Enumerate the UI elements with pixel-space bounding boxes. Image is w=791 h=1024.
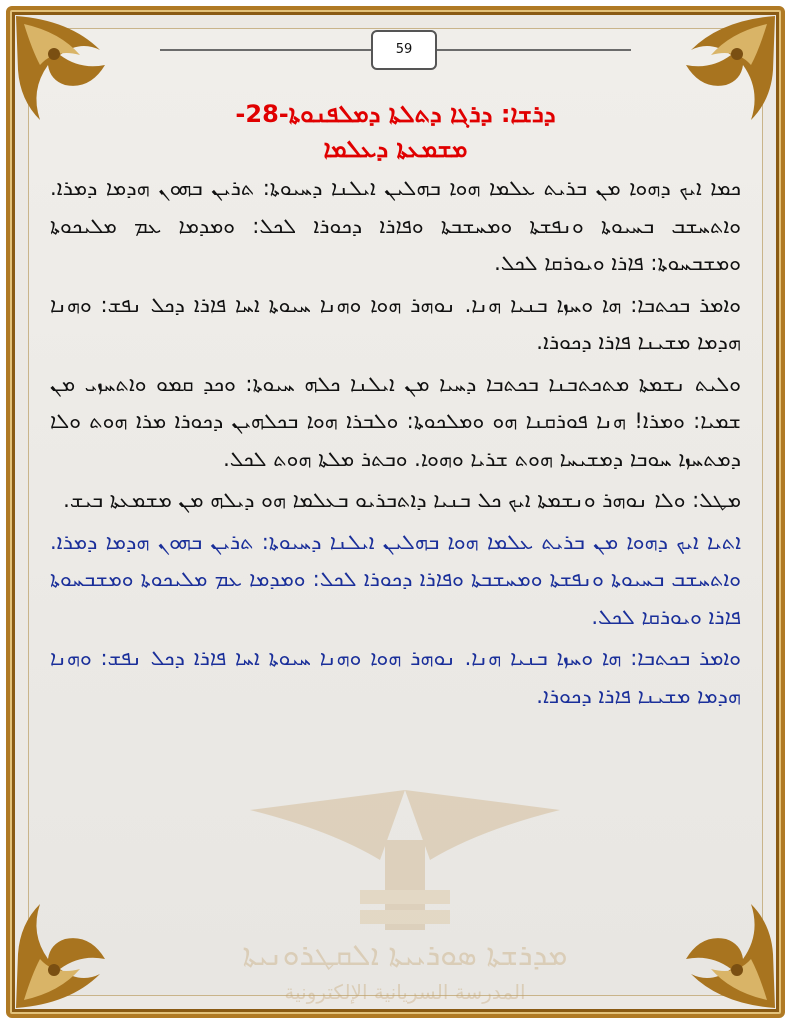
school-watermark <box>210 770 600 1010</box>
page-number: 59 <box>371 30 437 70</box>
paragraph-highlighted: ܘܐܡܪ ܒܟܬܒܐ: ܗܐ ܘܚܙܐ ܒܢܝܐ ܗܢܐ. ܢܘܗܪ ܗܘܐ ܘܗܢܐ ܚܝܘܬܐ ܐܚܐ ܦܐܪܐ ܕܟܠ ܢܦܫ: ܘܗܢܐ ܗܕܡܐ ܡܫܝܢܐ ܦܐܪܐ ܕܟܘܪܐ. <box>50 646 741 708</box>
watermark-arabic: المدرسة السريانية الإلكترونية <box>284 980 526 1004</box>
paragraph: ܟܡܐ ܐܝܟ ܕܗܘܐ ܡܢ ܒܪܝܬ ܥܠܡܐ ܗܘܐ ܒܗܠܝܢ ܐܝܠܢܐ ܕܚܝܘܬܐ: ܬܪܝܢ ܒܗܘܢ ܗܕܡܐ ܕܡܪܐ. ܘܐܬܚܫܒ ܒܚܝܘܬܐ ܘܢܦܫܬܐ ܘܡܚܫܒܬܐ ܘܦܐܪܐ ܕܟܘܪܐ ܠܟܠ: ܘܡܕܡܐ ܥܡ ܡܠܝܟܘܬܐ ܘܡܫܒܚܘܬܐ: ܦܐܪܐ ܘܝܘܪܩܐ ܠܟܠ. <box>50 176 741 275</box>
page-frame <box>6 6 785 1018</box>
corner-ornament-bottom-left <box>10 854 170 1014</box>
paragraph: ܘܠܝܬ ܢܫܡܬܐ ܡܬܟܬܒܢܐ ܒܟܬܒܐ ܕܚܝܐ ܡܢ ܐܝܠܢܐ ܟܠܗ ܚܝܘܬܐ: ܘܟܕ ܩܡܘ ܘܐܬܚܙܝ ܡܢ ܫܡܝܐ: ܘܡܪܐ! ܗܢܐ ܦܘܪܩܢܐ ܗܘ ܘܡܠܟܘܬܐ: ܘܠܒܪܐ ܗܘܐ ܒܟܠܗܝܢ ܕܟܘܪܐ ܡܪܐ ܗܘܬ ܘܠܐ ܕܡܬܚܙܐ ܚܘܒܐ ܕܡܫܝܚܐ ܗܘܬ ܫܪܝܐ ܘܗܘܐ. ܘܒܬܪ ܡܠܬܐ ܗܘܬ ܠܟܠ. <box>50 371 741 471</box>
paragraph: ܡܛܠ: ܘܠܐ ܢܘܗܪ ܘܢܫܡܬܐ ܐܝܟ ܟܠ ܒܢܝܐ ܕܐܬܒܪܝܘ ܒܥܠܡܐ ܗܘ ܕܝܠܗ ܡܢ ܡܫܡܥܬܐ ܒܝܫ. <box>63 488 741 512</box>
watermark-syriac: ܡܕܪܫܬܐ ܣܘܪܝܝܬܐ ܐܠܩܛܪܘܢܝܬܐ <box>242 938 568 973</box>
paragraph: ܘܐܡܪ ܒܟܬܒܐ: ܗܐ ܘܚܙܐ ܒܢܝܐ ܗܢܐ. ܢܘܗܪ ܗܘܐ ܘܗܢܐ ܚܝܘܬܐ ܐܚܐ ܦܐܪܐ ܕܟܠ ܢܦܫ: ܘܗܢܐ ܗܕܡܐ ܡܫܝܢܐ ܦܐܪܐ ܕܟܘܪܐ. <box>50 292 741 354</box>
lesson-content <box>50 94 741 719</box>
paragraph-highlighted: ܐܬܝܐ ܐܝܟ ܕܗܘܐ ܡܢ ܒܪܝܬ ܥܠܡܐ ܗܘܐ ܒܗܠܝܢ ܐܝܠܢܐ ܕܚܝܘܬܐ: ܬܪܝܢ ܒܗܘܢ ܗܕܡܐ ܕܡܪܐ. ܘܐܬܚܫܒ ܒܚܝܘܬܐ ܘܢܦܫܬܐ ܘܡܚܫܒܬܐ ܘܦܐܪܐ ܕܟܘܪܐ ܠܟܠ: ܘܡܕܡܐ ܥܡ ܡܠܝܟܘܬܐ ܘܡܫܒܚܘܬܐ ܦܐܪܐ ܘܝܘܪܩܐ ܠܟܠ. <box>50 529 741 629</box>
lesson-title: ܕܪܫܐ: ܕܪܓܐ ܕܬܠܬܐ ܕܡܠܦܢܘܬܐ-28- <box>235 100 556 128</box>
winged-emblem-icon <box>210 770 600 940</box>
corner-ornament-bottom-right <box>621 854 781 1014</box>
lesson-subtitle: ܡܫܡܥܬܐ ܕܥܠܡܐ <box>323 135 468 163</box>
